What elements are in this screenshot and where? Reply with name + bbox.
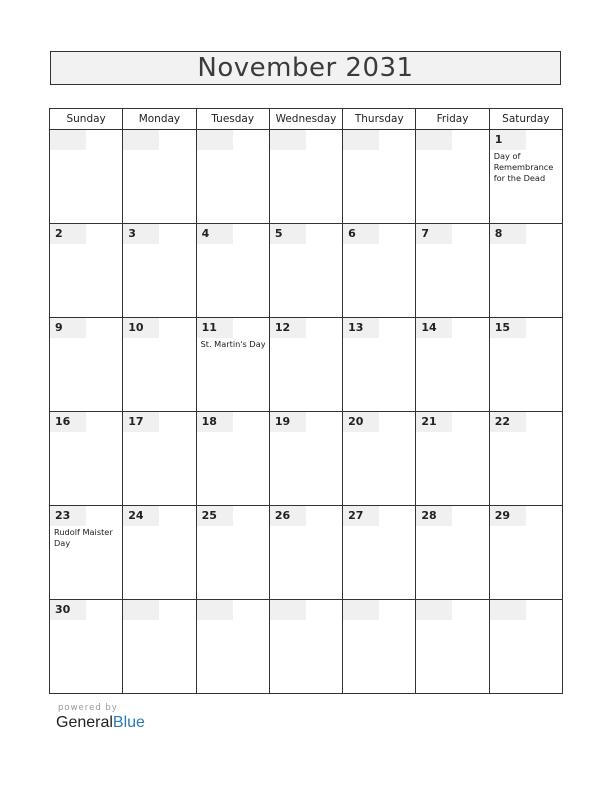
weekday-header-sunday: Sunday	[50, 109, 123, 130]
day-number: 5	[270, 224, 306, 244]
day-cell	[269, 506, 342, 600]
day-number: 1	[490, 130, 526, 150]
day-number	[50, 130, 86, 150]
day-cell	[343, 318, 416, 412]
day-cell	[123, 412, 196, 506]
day-number: 12	[270, 318, 306, 338]
day-cell	[489, 412, 562, 506]
week-row	[50, 506, 563, 600]
day-number: 4	[197, 224, 233, 244]
holiday-label: Rudolf Maister Day	[54, 527, 113, 548]
day-number: 6	[343, 224, 379, 244]
empty-day-cell	[269, 130, 342, 224]
day-cell	[416, 318, 489, 412]
day-cell	[343, 412, 416, 506]
week-row	[50, 412, 563, 506]
day-number: 28	[416, 506, 452, 526]
holiday-label: Day of Remembrance for the Dead	[493, 151, 554, 183]
month-title-banner	[50, 51, 561, 85]
day-number: 7	[416, 224, 452, 244]
day-cell	[269, 318, 342, 412]
day-cell	[416, 412, 489, 506]
empty-day-cell	[196, 130, 269, 224]
empty-day-cell	[343, 600, 416, 694]
calendar-body	[50, 130, 563, 694]
footer-branding	[56, 703, 145, 732]
day-cell	[489, 224, 562, 318]
month-title: November 2031	[197, 53, 414, 83]
day-number: 10	[123, 318, 159, 338]
powered-by-text: powered by	[58, 703, 118, 713]
weekday-header-saturday: Saturday	[489, 109, 562, 130]
day-number: 30	[50, 600, 86, 620]
empty-day-cell	[416, 600, 489, 694]
empty-day-cell	[416, 130, 489, 224]
day-number: 13	[343, 318, 379, 338]
day-cell	[123, 318, 196, 412]
empty-day-cell	[50, 130, 123, 224]
day-cell	[196, 318, 269, 412]
day-number	[270, 130, 306, 150]
day-number: 24	[123, 506, 159, 526]
empty-day-cell	[269, 600, 342, 694]
day-number: 8	[490, 224, 526, 244]
day-cell	[196, 224, 269, 318]
day-cell	[343, 224, 416, 318]
day-number	[270, 600, 306, 620]
day-cell	[269, 412, 342, 506]
day-cell	[416, 506, 489, 600]
day-cell	[50, 506, 123, 600]
empty-day-cell	[123, 600, 196, 694]
calendar-grid	[49, 108, 563, 694]
day-cell	[50, 600, 123, 694]
day-cell	[416, 224, 489, 318]
day-number: 15	[490, 318, 526, 338]
weekday-header-row	[50, 109, 563, 130]
day-number	[343, 600, 379, 620]
day-number: 25	[197, 506, 233, 526]
brand-general: General	[56, 714, 113, 731]
week-row	[50, 318, 563, 412]
day-number: 22	[490, 412, 526, 432]
empty-day-cell	[196, 600, 269, 694]
day-number: 20	[343, 412, 379, 432]
weekday-header-thursday: Thursday	[343, 109, 416, 130]
empty-day-cell	[343, 130, 416, 224]
day-cell	[196, 506, 269, 600]
day-cell	[489, 506, 562, 600]
day-number	[343, 130, 379, 150]
week-row	[50, 600, 563, 694]
day-number	[490, 600, 526, 620]
day-number: 3	[123, 224, 159, 244]
weekday-header-wednesday: Wednesday	[269, 109, 342, 130]
weekday-header-monday: Monday	[123, 109, 196, 130]
day-cell	[489, 318, 562, 412]
day-cell	[196, 412, 269, 506]
day-number: 26	[270, 506, 306, 526]
week-row	[50, 130, 563, 224]
day-cell	[50, 224, 123, 318]
day-cell	[343, 506, 416, 600]
day-number	[416, 600, 452, 620]
day-number: 17	[123, 412, 159, 432]
day-number: 14	[416, 318, 452, 338]
day-number: 21	[416, 412, 452, 432]
day-number: 9	[50, 318, 86, 338]
holiday-label: St. Martin's Day	[200, 339, 266, 349]
day-number	[123, 600, 159, 620]
day-cell	[123, 224, 196, 318]
day-number: 11	[197, 318, 233, 338]
day-number: 18	[197, 412, 233, 432]
empty-day-cell	[123, 130, 196, 224]
day-cell	[269, 224, 342, 318]
day-number: 2	[50, 224, 86, 244]
day-number	[197, 600, 233, 620]
day-cell	[489, 130, 562, 224]
empty-day-cell	[489, 600, 562, 694]
day-cell	[50, 412, 123, 506]
day-number: 16	[50, 412, 86, 432]
day-number	[416, 130, 452, 150]
day-number: 27	[343, 506, 379, 526]
week-row	[50, 224, 563, 318]
brand-blue: Blue	[112, 714, 145, 731]
day-number: 19	[270, 412, 306, 432]
weekday-header-tuesday: Tuesday	[196, 109, 269, 130]
weekday-header-friday: Friday	[416, 109, 489, 130]
day-number	[123, 130, 159, 150]
day-number	[197, 130, 233, 150]
day-cell	[50, 318, 123, 412]
brand-logo	[56, 714, 145, 732]
day-number: 29	[490, 506, 526, 526]
day-number: 23	[50, 506, 86, 526]
day-cell	[123, 506, 196, 600]
